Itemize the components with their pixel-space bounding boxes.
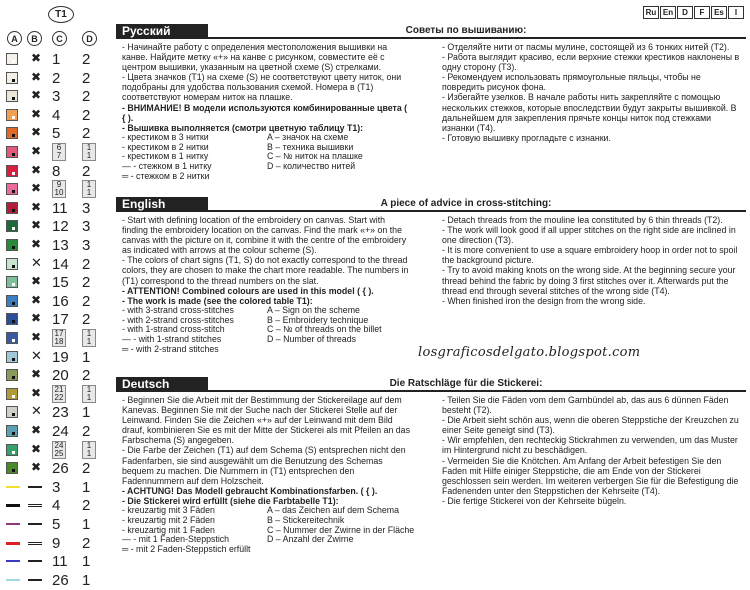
- thread-number: 2: [52, 69, 61, 87]
- key-row: [4, 571, 108, 590]
- legend-entry: D – Number of threads: [267, 334, 356, 345]
- paragraph: - Vermeiden Sie die Knötchen. Am Anfang der Arbeit befestigen Sie den Faden mit Hilfe einiger Steppstiche, die am Ende von der Stickerei geschlossen sein werden. Im weiteren verbergen Sie für die Befestigung die Fadenenden unter den Steppstichen der Kehrseite (T4).: [442, 455, 739, 496]
- thread-number: 26: [52, 571, 69, 589]
- thread-number: 6 7: [52, 143, 66, 161]
- strand-count: 3: [82, 218, 91, 236]
- legend-entry: B – Stickereitechnik: [267, 514, 345, 525]
- thread-number: 11: [52, 199, 68, 217]
- section-deutsch: [116, 377, 746, 577]
- strand-count: 2: [82, 125, 91, 143]
- color-swatch: [6, 220, 18, 232]
- right-column: [442, 42, 742, 143]
- thread-number: 19: [52, 348, 69, 366]
- cross-stitch-icon: ✖: [31, 106, 42, 121]
- paragraph: - Beginnen Sie die Arbeit mit der Bestimmung der Stickereilage auf dem Kanevas. Beginnen Sie mit der Suche nach der Stickerei Stelle auf der Leinwand. Finden Sie die Zeichen «+» auf der Leinwand mit dem Bild drauf, kombinieren Sie es mit der Mitte der Stickerei als mit Pfeilen an das Farbschema (S) angegeben.: [122, 395, 410, 446]
- language-tab: D: [677, 6, 693, 19]
- key-row: [4, 255, 108, 274]
- legend-entry: [267, 345, 412, 355]
- legend-entry: - kreuzartig mit 2 Fäden: [122, 514, 215, 525]
- key-row: [4, 87, 108, 106]
- cross-stitch-icon: ✖: [31, 367, 42, 382]
- legend-entry: - kreuzartig mit 1 Faden: [122, 524, 215, 535]
- legend-entry: — - with 1-strand stitches: [122, 334, 222, 345]
- language-selector: [643, 6, 744, 19]
- stitch-legend: [122, 505, 415, 555]
- key-row: [4, 422, 108, 441]
- thread-color-line: [6, 486, 20, 488]
- cross-stitch-icon: ✕: [31, 348, 42, 364]
- paragraph: - Отделяйте нити от пасмы мулине, состоящей из 6 тонких нитей (T2).: [442, 42, 730, 52]
- strand-count: 2: [82, 255, 91, 273]
- thread-number: 4: [52, 106, 61, 124]
- color-swatch: [6, 388, 18, 400]
- color-swatch: [6, 332, 18, 344]
- legend-entry: [267, 172, 412, 182]
- color-swatch: [6, 406, 18, 418]
- cross-stitch-icon: ✖: [31, 311, 42, 326]
- cross-stitch-icon: ✖: [31, 51, 42, 65]
- color-swatch: [6, 295, 18, 307]
- strand-count: 1: [82, 553, 91, 571]
- header-d: D: [82, 31, 97, 46]
- strand-count: 2: [82, 497, 91, 515]
- paragraph: - Цвета значков (T1) на схеме (S) не соответствуют цвету ниток, они подобраны для удобства пользования схемой. Номера в (T1) соответствуют номерам ниток на плашке.: [122, 72, 402, 103]
- cross-stitch-icon: ✖: [31, 385, 42, 400]
- color-swatch: [6, 444, 18, 456]
- strand-count: 2: [82, 423, 91, 440]
- strand-count: 1 1: [82, 441, 96, 459]
- legend-entry: - with 1-strand cross-stitch: [122, 324, 225, 335]
- thread-color-line: [6, 523, 20, 525]
- strand-count: 1: [82, 478, 91, 496]
- paragraph: - Готовую вышивку прогладьте с изнанки.: [442, 132, 611, 143]
- thread-number: 8: [52, 162, 61, 180]
- color-key-table: [0, 0, 110, 589]
- thread-number: 15: [52, 274, 69, 292]
- strand-count: 1 1: [82, 180, 96, 198]
- strand-count: 2: [82, 106, 91, 124]
- attention-note: - ВНИМАНИЕ! В модели используются комбинированные цвета ( { ).: [122, 102, 408, 123]
- thread-number: 9 10: [52, 180, 66, 198]
- key-row: [4, 459, 108, 478]
- legend-entry: ═ - mit 2 Faden-Steppstich erfüllt: [122, 544, 251, 555]
- cross-stitch-icon: ✖: [31, 292, 42, 307]
- paragraph: - Die Farbe der Zeichen (T1) auf dem Schema (S) entsprechen nicht den Fadenfarben, sie sind ausgewählt um die Benutzung des Schemas bequem zu machen. Die Nummern in (T1) entsprechen den Fadennummern auf dem Holzscheit.: [122, 445, 406, 486]
- left-column: [122, 42, 412, 182]
- strand-count: 1: [82, 404, 91, 422]
- section-title: Советы по вышиванию:: [405, 25, 527, 36]
- cross-stitch-icon: ✖: [31, 423, 42, 437]
- language-tab: F: [694, 6, 710, 19]
- thread-number: 3: [52, 88, 61, 106]
- watermark-text: losgraficosdelgato.blogspot.com: [418, 345, 641, 360]
- section-rule: [208, 37, 746, 39]
- thread-number: 26: [52, 460, 69, 478]
- key-row: [4, 403, 108, 422]
- color-swatch: [6, 72, 18, 84]
- legend-entry: A – Sign on the scheme: [267, 304, 360, 315]
- section-name: Русский: [116, 24, 208, 39]
- paragraph: - The colors of chart signs (T1, S) do not exactly correspond to the thread colors, they are chosen to make the chart more readable. The numbers in (T1) correspond to the thread numbers on the slat.: [122, 255, 409, 286]
- paragraph: - Избегайте узелков. В начале работы нить закрепляйте с помощью нескольких стежков, которые впоследствии будут закрыты вышивкой. В дальнейшем для закрепления прячьте концы ниток под стежками изнанки (T4).: [442, 92, 737, 133]
- key-row: [4, 273, 108, 292]
- section-title: Die Ratschläge für die Stickerei:: [389, 378, 543, 389]
- section-name: English: [116, 197, 208, 212]
- backstitch-symbol: [28, 504, 42, 507]
- key-row: [4, 348, 108, 367]
- strand-count: 1: [82, 348, 91, 366]
- strand-count: 1: [82, 516, 91, 533]
- legend-entry: D – Anzahl der Zwirne: [267, 534, 354, 545]
- left-column: [122, 395, 415, 555]
- paragraph: - Начинайте работу с определения местоположения вышивки на канве. Найдите метку «+» на канве с рисунком, совместите её с центром вышивки, указанным на цветной схеме (S) стрелками.: [122, 42, 388, 73]
- color-swatch: [6, 369, 18, 381]
- cross-stitch-icon: ✖: [31, 274, 42, 289]
- key-row: [4, 180, 108, 199]
- legend-entry: ═ - стежком в 2 нитки: [122, 171, 210, 182]
- legend-entry: [267, 545, 412, 555]
- color-swatch: [6, 90, 18, 102]
- strand-count: 1 1: [82, 385, 96, 403]
- section-rule: [208, 390, 746, 392]
- thread-number: 5: [52, 516, 61, 533]
- paragraph: - Teilen Sie die Fäden vom dem Garnbündel ab, das aus 6 dünnen Fäden besteht (T2).: [442, 395, 729, 416]
- legend-entry: A – значок на схеме: [267, 131, 349, 142]
- paragraph: - When finished iron the design from the wrong side.: [442, 295, 646, 306]
- cross-stitch-icon: ✖: [31, 330, 42, 344]
- color-swatch: [6, 109, 18, 121]
- paragraph: - Try to avoid making knots on the wrong side. At the beginning secure your thread behind the fabric by doing 3 first stitches over it. Afterwards put the thread end through several stitches of the wrong side (T4).: [442, 265, 736, 296]
- strand-count: 2: [82, 274, 91, 292]
- cross-stitch-icon: ✖: [31, 181, 42, 196]
- cross-stitch-icon: ✖: [31, 144, 42, 158]
- language-tab: Ru: [643, 6, 659, 19]
- thread-number: 4: [52, 497, 61, 515]
- thread-color-line: [6, 542, 20, 545]
- work-heading: - Die Stickerei wird erfüllt (siehe die Farbtabelle T1):: [122, 495, 339, 506]
- thread-number: 24 25: [52, 441, 66, 459]
- cross-stitch-icon: ✖: [31, 69, 42, 84]
- header-a: A: [7, 31, 22, 46]
- thread-color-line: [6, 504, 20, 507]
- cross-stitch-icon: ✖: [31, 162, 42, 177]
- thread-number: 14: [52, 255, 69, 273]
- strand-count: 2: [82, 162, 91, 180]
- paragraph: - Рекомендуем использовать прямоугольные пяльцы, чтобы не повредить рисунок фона.: [442, 72, 701, 93]
- legend-entry: - kreuzartig mit 3 Fäden: [122, 505, 215, 516]
- paragraph: - Detach threads from the mouline lea constituted by 6 thin threads (T2).: [442, 215, 723, 225]
- key-row: [4, 441, 108, 460]
- stitch-legend: [122, 133, 412, 182]
- language-tab: En: [660, 6, 676, 19]
- color-swatch: [6, 258, 18, 270]
- key-row: [4, 69, 108, 88]
- key-row: [4, 366, 108, 385]
- strand-count: 3: [82, 199, 91, 217]
- paragraph: - Die Arbeit sieht schön aus, wenn die oberen Steppstiche der Kreuzchen zu einer Seite geneigt sind (T3).: [442, 415, 739, 436]
- color-swatch: [6, 53, 18, 65]
- backstitch-symbol: [28, 486, 42, 488]
- thread-number: 11: [52, 553, 68, 571]
- key-row: [4, 106, 108, 125]
- color-swatch: [6, 146, 18, 158]
- legend-entry: - крестиком в 3 нитки: [122, 131, 209, 142]
- key-row: [4, 124, 108, 143]
- cross-stitch-icon: ✖: [31, 218, 42, 233]
- cross-stitch-icon: ✖: [31, 88, 42, 103]
- legend-entry: C – Nummer der Zwirne in der Fläche: [267, 524, 415, 535]
- strand-count: 2: [82, 534, 91, 552]
- thread-color-line: [6, 560, 20, 562]
- language-tab: Es: [711, 6, 727, 19]
- strand-count: 2: [82, 311, 91, 329]
- cross-stitch-icon: ✖: [31, 460, 42, 475]
- thread-number: 13: [52, 237, 69, 254]
- strand-count: 2: [82, 51, 91, 68]
- cross-stitch-icon: ✕: [31, 404, 42, 420]
- legend-entry: — - mit 1 Faden-Steppstich: [122, 534, 230, 545]
- thread-number: 21 22: [52, 385, 66, 403]
- cross-stitch-icon: ✖: [31, 441, 42, 456]
- key-row: [4, 50, 108, 69]
- cross-stitch-icon: ✕: [31, 255, 42, 271]
- backstitch-symbol: [28, 523, 42, 525]
- paragraph: - Die fertige Stickerei von der Kehrseite bügeln.: [442, 495, 627, 506]
- cross-stitch-icon: ✖: [31, 237, 42, 251]
- stitch-legend: [122, 306, 412, 355]
- legend-entry: - with 3-strand cross-stitches: [122, 304, 234, 315]
- section-russian: [116, 24, 746, 194]
- key-row: [4, 162, 108, 181]
- strand-count: 2: [82, 292, 91, 310]
- legend-entry: - крестиком в 1 нитку: [122, 151, 209, 162]
- thread-number: 1: [52, 51, 61, 68]
- color-swatch: [6, 127, 18, 139]
- thread-number: 23: [52, 404, 69, 422]
- key-row: [4, 329, 108, 348]
- paragraph: - Wir empfehlen, den rechteckig Stickrahmen zu verwenden, um das Muster im Hintergrund nicht zu beschädigen.: [442, 435, 738, 456]
- legend-entry: - крестиком в 2 нитки: [122, 141, 209, 152]
- thread-number: 17 18: [52, 329, 66, 347]
- legend-entry: B – техника вышивки: [267, 141, 354, 152]
- cross-stitch-icon: ✖: [31, 125, 42, 140]
- backstitch-symbol: [28, 560, 42, 562]
- key-title: T1: [48, 6, 74, 23]
- color-swatch: [6, 351, 18, 363]
- left-column: [122, 215, 412, 355]
- legend-entry: B – Embroidery technique: [267, 314, 369, 325]
- color-swatch: [6, 183, 18, 195]
- paragraph: - Работа выглядит красиво, если верхние стежки крестиков наклонены в одну сторону (T3).: [442, 52, 740, 73]
- key-row: [4, 385, 108, 404]
- legend-entry: C – № ниток на плашке: [267, 151, 363, 162]
- cross-stitch-icon: ✖: [31, 199, 42, 214]
- key-row: [4, 534, 108, 553]
- right-column: [442, 395, 742, 506]
- thread-number: 17: [52, 311, 69, 329]
- color-swatch: [6, 202, 18, 214]
- color-swatch: [6, 425, 18, 437]
- color-swatch: [6, 276, 18, 288]
- thread-number: 16: [52, 292, 69, 310]
- strand-count: 2: [82, 460, 91, 478]
- color-swatch: [6, 313, 18, 325]
- color-swatch: [6, 462, 18, 474]
- color-swatch: [6, 239, 18, 251]
- section-rule: [208, 210, 746, 212]
- legend-entry: C – № of threads on the billet: [267, 324, 382, 335]
- thread-color-line: [6, 579, 20, 581]
- key-row: [4, 496, 108, 515]
- key-row: [4, 217, 108, 236]
- strand-count: 3: [82, 237, 91, 254]
- paragraph: - It is more convenient to use a square embroidery hoop in order not to spoil the background picture.: [442, 245, 738, 266]
- section-title: A piece of advice in cross-stitching:: [380, 198, 552, 209]
- strand-count: 1 1: [82, 329, 96, 347]
- right-column: [442, 215, 742, 306]
- header-c: C: [52, 31, 67, 46]
- legend-entry: D – количество нитей: [267, 161, 356, 172]
- key-row: [4, 552, 108, 571]
- section-name: Deutsch: [116, 377, 208, 392]
- strand-count: 2: [82, 367, 91, 385]
- paragraph: - Start with defining location of the embroidery on canvas. Start with finding the embroidery location on the canvas. Find the mark «+» on the canvas with the picture on it, combine it with the centre of the embroidery as indicated with arrows at the colour scheme (S).: [122, 215, 407, 256]
- work-heading: - Вышивка выполняется (смотри цветную таблицу T1):: [122, 122, 364, 133]
- thread-number: 3: [52, 478, 61, 496]
- thread-number: 5: [52, 125, 61, 143]
- key-row: [4, 515, 108, 534]
- work-heading: - The work is made (see the colored table T1):: [122, 295, 313, 306]
- color-swatch: [6, 165, 18, 177]
- strand-count: 1: [82, 571, 91, 589]
- attention-note: - ATTENTION! Combined colours are used in this model ( { ).: [122, 285, 374, 296]
- key-row: [4, 478, 108, 497]
- strand-count: 2: [82, 69, 91, 87]
- thread-number: 24: [52, 423, 69, 440]
- backstitch-symbol: [28, 579, 42, 581]
- key-row: [4, 310, 108, 329]
- thread-number: 20: [52, 367, 69, 385]
- key-row: [4, 292, 108, 311]
- thread-number: 9: [52, 534, 61, 552]
- key-row: [4, 143, 108, 162]
- thread-number: 12: [52, 218, 69, 236]
- header-b: B: [27, 31, 42, 46]
- legend-entry: - with 2-strand cross-stitches: [122, 314, 234, 325]
- language-tab: I: [728, 6, 744, 19]
- attention-note: - ACHTUNG! Das Modell gebraucht Kombinationsfarben. ( { ).: [122, 485, 378, 496]
- legend-entry: — - стежком в 1 нитку: [122, 161, 212, 172]
- legend-entry: A – das Zeichen auf dem Schema: [267, 505, 400, 516]
- paragraph: - The work will look good if all upper stitches on the right side are inclined in one direction (T3).: [442, 225, 736, 246]
- legend-entry: ═ - with 2-strand stitches: [122, 344, 219, 355]
- backstitch-symbol: [28, 542, 42, 545]
- key-row: [4, 236, 108, 255]
- strand-count: 2: [82, 88, 91, 106]
- key-row: [4, 199, 108, 218]
- strand-count: 1 1: [82, 143, 96, 161]
